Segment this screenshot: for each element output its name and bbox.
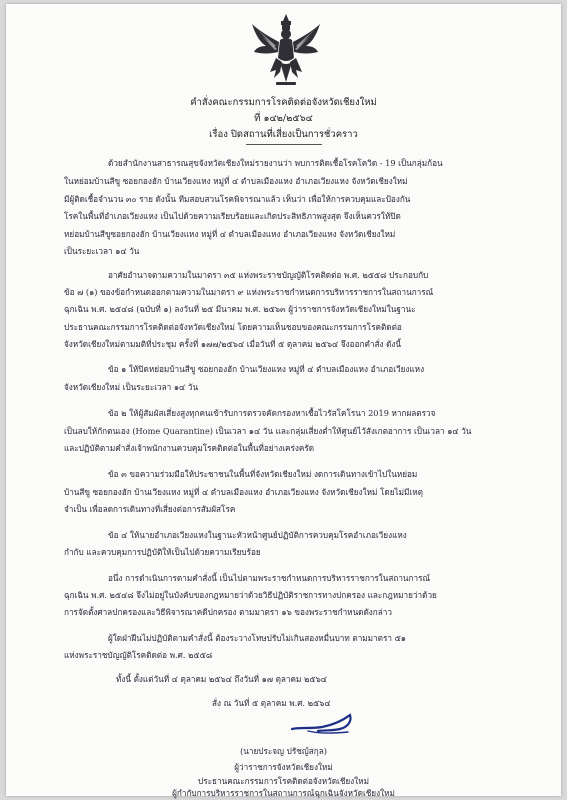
clause-2-line: เป็นลบให้กักตนเอง (Home Quarantine) เป็นเวลา ๑๔ วัน และกลุ่มเสี่ยงต่ำให้ศูนย์ไวัสังเกตอาการ เป็นเวลา ๑๔ วัน [64,426,472,436]
body-line: หย่อมบ้านสีขูซอยกองฮัก บ้านเวียงแหง หมู่ที่ ๔ ตำบลเมืองแหง อำเภอเวียงแหง จังหวัดเชียงใหม่ [64,229,396,239]
body-line: อนึ่ง การดำเนินการตามคำสั่งนี้ เป็นไปตามพระราชกำหนดการบริหารราชการในสถานการณ์ [108,573,431,583]
clause-3-line: จำเป็น เพื่อลดการเดินทางที่เสี่ยงต่อการสัมผัสโรค [64,504,236,514]
body-line: มีผู้ติดเชื้อจำนวน ๓๐ ราย ดังนั้น ทีมสอบสวนโรคพิจารณาแล้ว เห็นว่า เพื่อให้การควบคุมและป้องกัน [64,194,411,204]
body-line: ฉุกเฉิน พ.ศ. ๒๕๔๘ (ฉบับที่ ๑) ลงวันที่ ๒๕ มีนาคม พ.ศ. ๒๕๖๓ ผู้ว่าราชการจังหวัดเชียงใหม่ในฐานะ [64,304,416,314]
body-line: ผู้ใดฝ่าฝืนไม่ปฏิบัติตามคำสั่งนี้ ต้องระวางโทษปรับไม่เกินสองหมื่นบาท ตามมาตรา ๕๑ [108,633,406,643]
body-line: ด้วยสำนักงานสาธารณสุขจังหวัดเชียงใหม่รายงานว่า พบการติดเชื้อโรคโควิด - 19 เป็นกลุ่มก้อน [108,158,443,168]
body-line: อาศัยอำนาจตามความในมาตรา ๓๕ แห่งพระราชบัญญัติโรคติดต่อ พ.ศ. ๒๕๕๘ ประกอบกับ [108,270,429,280]
order-title: คำสั่งคณะกรรมการโรคติดต่อจังหวัดเชียงใหม่ [190,97,377,108]
signer-position-1: ผู้ว่าราชการจังหวัดเชียงใหม่ [234,762,333,772]
garuda-emblem [250,12,322,92]
effective-period: ทั้งนี้ ตั้งแต่วันที่ ๔ ตุลาคม ๒๕๖๔ ถึงวันที่ ๑๗ ตุลาคม ๒๕๖๔ [116,674,327,684]
body-line: ในหย่อมบ้านสีขู ซอยกองฮัก บ้านเวียงแหง หมู่ที่ ๔ ตำบลเมืองแหง อำเภอเวียงแหง จังหวัดเชียงใหม่ [64,176,408,186]
signer-position-2: ประธานคณะกรรมการโรคติดต่อจังหวัดเชียงใหม่ [198,776,369,786]
clause-3-line: ข้อ ๓ ขอความร่วมมือให้ประชาชนในพื้นที่จังหวัดเชียงใหม่ งดการเดินทางเข้าไปในหย่อม [108,469,418,479]
clause-4-line: ข้อ ๔ ให้นายอำเภอเวียงแหงในฐานะหัวหน้าศูนย์ปฏิบัติการควบคุมโรคอำเภอเวียงแหง [108,530,407,540]
body-line: แห่งพระราชบัญญัติโรคติดต่อ พ.ศ. ๒๕๕๘ [64,650,213,660]
document-page [6,4,561,796]
body-line: การจัดตั้งศาลปกครองและวิธีพิจารณาคดีปกครอง ตามมาตรา ๑๖ ของพระราชกำหนดดังกล่าว [64,607,392,617]
clause-2-line: และปฏิบัติตามคำสั่งเจ้าพนักงานควบคุมโรคติดต่อในพื้นที่อย่างเคร่งครัด [64,443,315,453]
order-subject: เรื่อง ปิดสถานที่เสี่ยงเป็นการชั่วคราว [209,129,358,140]
signer-name: (นายประจญ ปรัชญ์สกุล) [240,746,327,756]
body-line: จังหวัดเชียงใหม่ตามมติที่ประชุม ครั้งที่ ๑๗๗/๒๕๖๔ เมื่อวันที่ ๕ ตุลาคม ๒๕๖๔ จึงออกคำสั่ง ดังนี้ [64,339,402,349]
body-line: โรคในพื้นที่อำเภอเวียงแหง เป็นไปด้วยความเรียบร้อยและเกิดประสิทธิภาพสูงสุด จึงเห็นควรให้ปิด [64,211,401,221]
order-number: ที่ ๑๔๒/๒๕๖๔ [254,113,313,124]
body-line: ประธานคณะกรรมการโรคติดต่อจังหวัดเชียงใหม่ โดยความเห็นชอบของคณะกรรมการโรคติดต่อ [64,322,402,332]
body-line: เป็นระยะเวลา ๑๔ วัน [64,246,140,256]
clause-1-line: ข้อ ๑ ให้ปิดหย่อมบ้านสีขู ซอยกองฮัก บ้านเวียงแหง หมู่ที่ ๔ ตำบลเมืองแหง อำเภอเวียงแหง [108,364,425,374]
handwritten-signature [288,707,358,737]
clause-4-line: กำกับ และควบคุมการปฏิบัติให้เป็นไปด้วยความเรียบร้อย [64,547,261,557]
signed-date: สั่ง ณ วันที่ ๕ ตุลาคม พ.ศ. ๒๕๖๔ [212,698,331,708]
body-line: ฉุกเฉิน พ.ศ. ๒๕๔๘ จึงไม่อยู่ในบังคับของกฎหมายว่าด้วยวิธีปฏิบัติราชการทางปกครอง และกฎหมายว่าด้วย [64,590,437,600]
clause-3-line: บ้านสีขู ซอยกองฮัก บ้านเวียงแหง หมู่ที่ ๔ ตำบลเมืองแหง อำเภอเวียงแหง จังหวัดเชียงใหม่ โดยไม่มีเหตุ [64,487,423,497]
body-line: ข้อ ๗ (๑) ของข้อกำหนดออกตามความในมาตรา ๙ แห่งพระราชกำหนดการบริหารราชการในสถานการณ์ [64,287,434,297]
clause-2-line: ข้อ ๒ ให้ผู้สัมผัสเสี่ยงสูงทุกคนเข้ารับการตรวจคัดกรองหาเชื้อไวรัสโคโรนา 2019 หากผลตรวจ [108,408,436,418]
clause-1-line: จังหวัดเชียงใหม่ เป็นระยะเวลา ๑๔ วัน [64,382,199,392]
title-divider [246,144,322,145]
signer-position-3: ผู้กำกับการบริหารราชการในสถานการณ์ฉุกเฉินจังหวัดเชียงใหม่ [172,788,395,798]
